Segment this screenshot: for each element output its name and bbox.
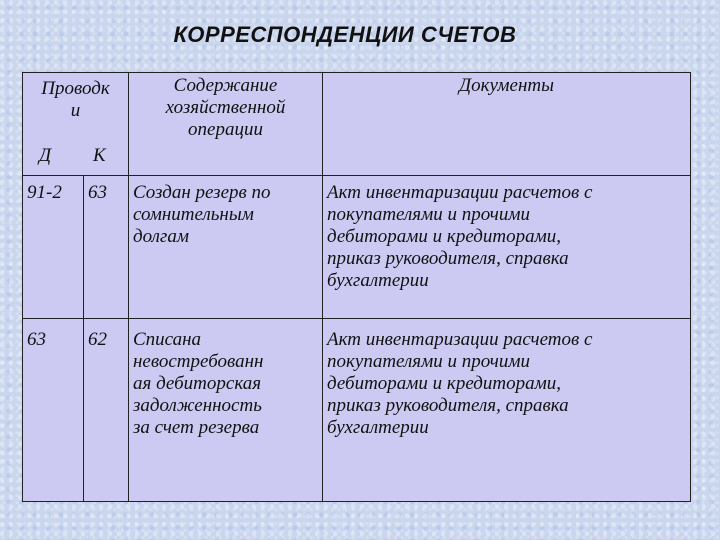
content-line: Списана xyxy=(133,329,202,350)
documents-line: Акт инвентаризации расчетов с xyxy=(327,182,593,203)
content-line: Создан резерв по xyxy=(133,182,271,203)
documents-header-label: Документы xyxy=(458,75,554,96)
documents-line: приказ руководителя, справка xyxy=(327,248,569,269)
content-header-line1: Содержание xyxy=(173,75,278,96)
postings-header-line2: и xyxy=(70,100,81,121)
table-header-row xyxy=(23,73,691,176)
credit-header: К xyxy=(93,145,106,166)
content-cell xyxy=(129,176,323,319)
documents-line: приказ руководителя, справка xyxy=(327,395,569,416)
content-header-line3: операции xyxy=(188,119,263,140)
documents-line: покупателями и прочими xyxy=(327,204,530,225)
content-line: ая дебиторская xyxy=(133,373,262,394)
content-cell xyxy=(129,319,323,502)
content-line: невостребованн xyxy=(133,351,264,372)
debit-header: Д xyxy=(39,145,52,166)
table-row xyxy=(23,176,691,319)
documents-cell xyxy=(323,176,691,319)
content-header-cell xyxy=(129,73,323,176)
documents-line: бухгалтерии xyxy=(327,270,429,291)
content-header-line2: хозяйственной xyxy=(165,97,286,118)
accounts-correspondence-table xyxy=(22,72,691,502)
content-line: сомнительным xyxy=(133,204,254,225)
documents-cell xyxy=(323,319,691,502)
content-line: долгам xyxy=(133,226,189,247)
postings-header-cell xyxy=(23,73,129,176)
table-row xyxy=(23,319,691,502)
documents-line: бухгалтерии xyxy=(327,417,429,438)
documents-line: Акт инвентаризации расчетов с xyxy=(327,329,593,350)
content-line: за счет резерва xyxy=(133,417,260,438)
debit-cell: 91-2 xyxy=(23,176,84,319)
content-line: задолженность xyxy=(133,395,262,416)
documents-line: покупателями и прочими xyxy=(327,351,530,372)
slide-title: КОРРЕСПОНДЕНЦИИ СЧЕТОВ xyxy=(173,22,517,47)
documents-header-cell xyxy=(323,73,691,176)
debit-cell: 63 xyxy=(23,319,84,502)
credit-cell: 62 xyxy=(84,319,129,502)
documents-line: дебиторами и кредиторами, xyxy=(327,373,561,394)
documents-line: дебиторами и кредиторами, xyxy=(327,226,561,247)
postings-header-label xyxy=(23,78,128,122)
postings-header-line1: Проводк xyxy=(41,78,110,99)
credit-cell: 63 xyxy=(84,176,129,319)
